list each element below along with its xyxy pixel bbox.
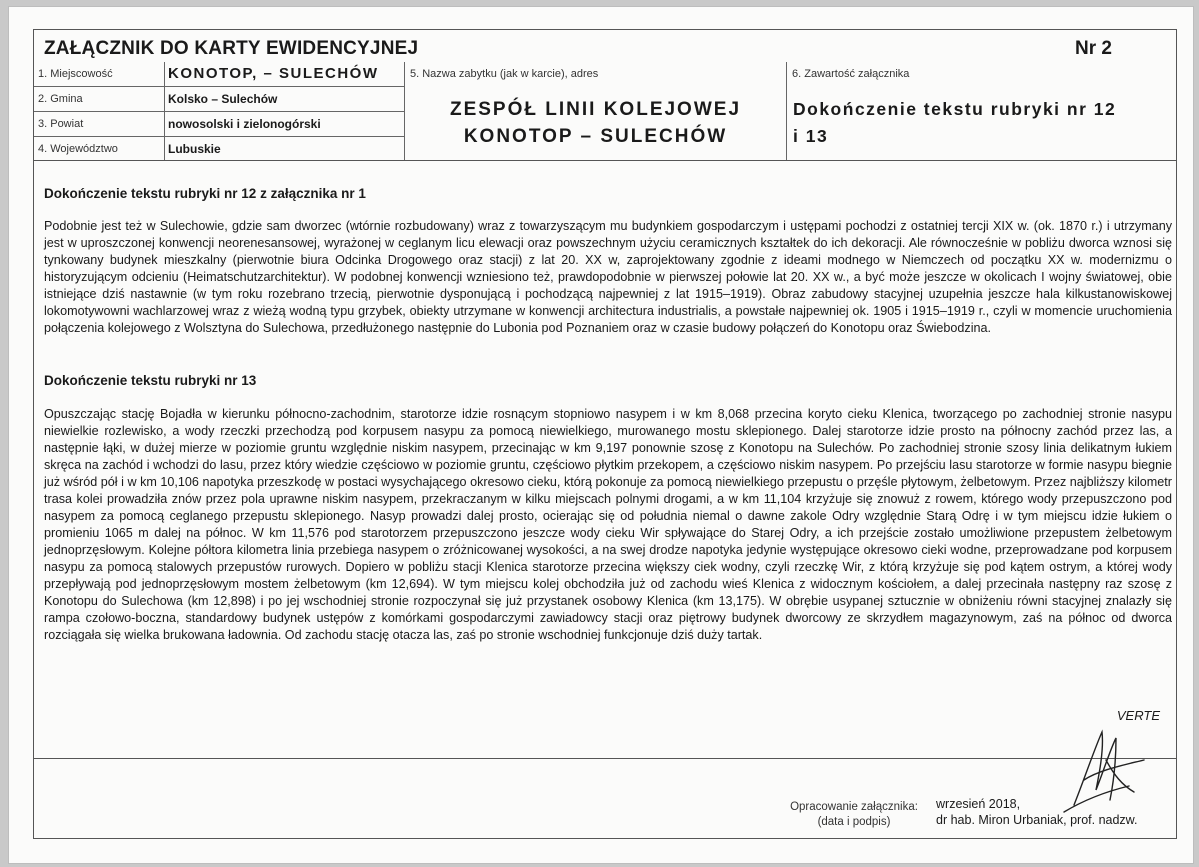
monument-name: ZESPÓŁ LINII KOLEJOWEJ KONOTOP – SULECHÓW	[449, 99, 742, 147]
prepared-author: dr hab. Miron Urbaniak, prof. nadzw.	[936, 813, 1138, 827]
monument-label: 5. Nazwa zabytku (jak w karcie), adres	[410, 68, 599, 80]
footer-divider	[34, 758, 1176, 759]
field-value-locality: KONOTOP, – SULECHÓW	[168, 65, 379, 82]
field-row-county	[34, 112, 404, 137]
field-label: 4. Województwo	[38, 143, 118, 155]
section-heading-12: Dokończenie tekstu rubryki nr 12 z załącznika nr 1	[44, 186, 366, 201]
section-heading-13: Dokończenie tekstu rubryki nr 13	[44, 373, 257, 388]
field-label: 1. Miejscowość	[38, 68, 113, 80]
field-label: 3. Powiat	[38, 118, 84, 130]
monument-cell	[405, 62, 786, 160]
field-row-voivodeship	[34, 137, 404, 161]
field-value-commune: Kolsko – Sulechów	[168, 92, 278, 106]
column-divider	[164, 62, 165, 160]
form-number: Nr 2	[1075, 38, 1112, 59]
section-text-12: Podobnie jest też w Sulechowie, gdzie sam dworzec (wtórnie rozbudowany) wraz z towarzyszącym mu budynkiem gospodarczym i ustępami pochodzi z ostatniej tercji XIX w. (ok. 1870 r.) i utrzymany jest w uproszczonej konwencji neorenesansowej, wyrażonej w ceglanym licu elewacji oraz powszechnym użyciu ceramicznych kształtek do ich dekoracji. Ale równocześnie w pobliżu dworca wznosi się tynkowany budynek mieszkalny (pierwotnie biura Odcinka Drogowego oraz stacji) z lat 20. XX w, zaprojektowany zgodnie z ideami modnego w Niemczech od początku XX w. modernizmu o historyzującym odcieniu (Heimatschutzarchitektur). W podobnej konwencji wzniesiono też, prawdopodobnie w pierwszej połowie lat 20. XX w., a być może jeszcze w okolicach I wojny światowej, obie istniejące dziś nastawnie (w tym roku rozebrano trzecią, pierwotnie dysponującą i pochodzącą najpewniej z lat 1915–1919). Obraz zabudowy stacyjnej uzupełnia jeszcze hala kilkustanowiskowej lokomotywowni wachlarzowej wraz z wieżą wodną typu grzybek, obiekty utrzymane w konwencji architectura industrialis, a powstałe najpewniej ok. 1905 i 1915–1919 r., czyli w momencie uruchomienia połączenia kolejowego z Wolsztyna do Sulechowa, przedłużonego następnie do Lubonia pod Poznaniem oraz w czasie budowy połączeń do Konotopu oraz Świebodzina.	[44, 219, 1172, 335]
field-value-voivodeship: Lubuskie	[168, 142, 221, 156]
form-frame	[33, 29, 1177, 839]
header-table	[34, 62, 1176, 161]
handwritten-signature	[1044, 720, 1154, 820]
form-sheet	[8, 6, 1194, 864]
prepared-date: wrzesień 2018,	[936, 797, 1021, 811]
field-row-commune	[34, 87, 404, 112]
verte-note: VERTE	[1116, 708, 1160, 723]
contents-label: 6. Zawartość załącznika	[792, 68, 910, 80]
contents-cell	[787, 62, 1176, 160]
field-label: 2. Gmina	[38, 93, 83, 105]
field-row-locality	[34, 62, 404, 87]
prepared-label: Opracowanie załącznika: (data i podpis)	[790, 801, 918, 828]
form-title: ZAŁĄCZNIK DO KARTY EWIDENCYJNEJ	[44, 38, 419, 59]
section-text-13: Opuszczając stację Bojadła w kierunku północno-zachodnim, starotorze idzie rosnącym stopniowo nasypem i w km 8,068 przecina koryto cieku Klenica, tworzącego po zachodniej stronie nasypu niewielkie rozlewisko, a wody rzeczki przechodzą pod korpusem nasypu za pomocą niewielkiego, murowanego mostu sklepionego. Dalej starotorze idzie prosto na północny zachód przez las, a następnie łąki, w dużej mierze w poziomie gruntu względnie niskim nasypem, przecinając w km 9,197 ponownie szosę z Konotopu na Sulechów. Po zachodniej stronie szosy linia delikatnym łukiem skręca na zachód i wchodzi do lasu, przez który wiedzie częściowo w poziomie gruntu, częściowo płytkim przekopem, a częściowo niskim nasypem. Po przejściu lasu starotorze w formie nasypu biegnie już wśród pół i w km 10,106 napotyka przeszkodę w postaci wysychającego okresowo cieku, którą pokonuje za pomocą niewielkiego przepustu o przęśle płytowym, żelbetowym. Przez najbliższy kilometr trasa kolei prowadziła znów przez pola uprawne niskim nasypem, przekraczanym w kilku miejscach polnymi drogami, a w km 11,104 krzyżuje się znowuż z rowem, którego wody przepuszczono pod nasypem za pomocą ceglanego przepustu sklepionego. Nasyp prowadzi dalej prosto, ocierając się od południa niemal o dawne zakole Odry względnie Starą Odrę i w tym miejscu idzie łukiem o promieniu 1065 m dalej na północ. W km 11,576 pod starotorzem przepuszczono jeszcze wody cieku Wir spływające do Starej Odry, a ich przejście zostało umożliwione przepustem żelbetowym jednoprzęsłowym. Kolejne półtora kilometra linia przebiega nasypem o zróżnicowanej wysokości, a na swej drodze napotyka jedynie występujące okresowo cieki wodne, przeprowadzane pod korpusem nasypu za pomocą stalowych przepustów rurowych. Dopiero w pobliżu stacji Klenica starotorze przecina większy ciek wodny, czyli rzeczkę Wir, z którą krzyżuje się pod kątem ostrym, a której wody przepływają pod jednoprzęsłowym mostem żelbetowym (km 12,694). W tym miejscu kolej obchodziła już od zachodu wieś Klenica z widocznym kościołem, a dalej przecinała następny raz szosę z Konotopu do Sulechowa (km 12,898) i po jej wschodniej stronie rozpoczynał się już przystanek osobowy Klenica (km 13,175). W obrębie usypanej sztucznie w obniżeniu równi stacyjnej znalazły się rampa czołowo-boczna, standardowy budynek ustępów z komórkami gospodarczymi zawiadowcy stacji oraz piętrowy budynek dworcowy ze skrzydłem magazynowym, zaś na północ od dworca rozciągała się wielka brukowana ładownia. Od zachodu stację otacza las, zaś po stronie wschodniej funkcjonuje dziś duży tartak.	[44, 407, 1172, 642]
field-value-county: nowosolski i zielonogórski	[168, 117, 321, 131]
contents-value: Dokończenie tekstu rubryki nr 12 i 13	[793, 99, 1117, 146]
